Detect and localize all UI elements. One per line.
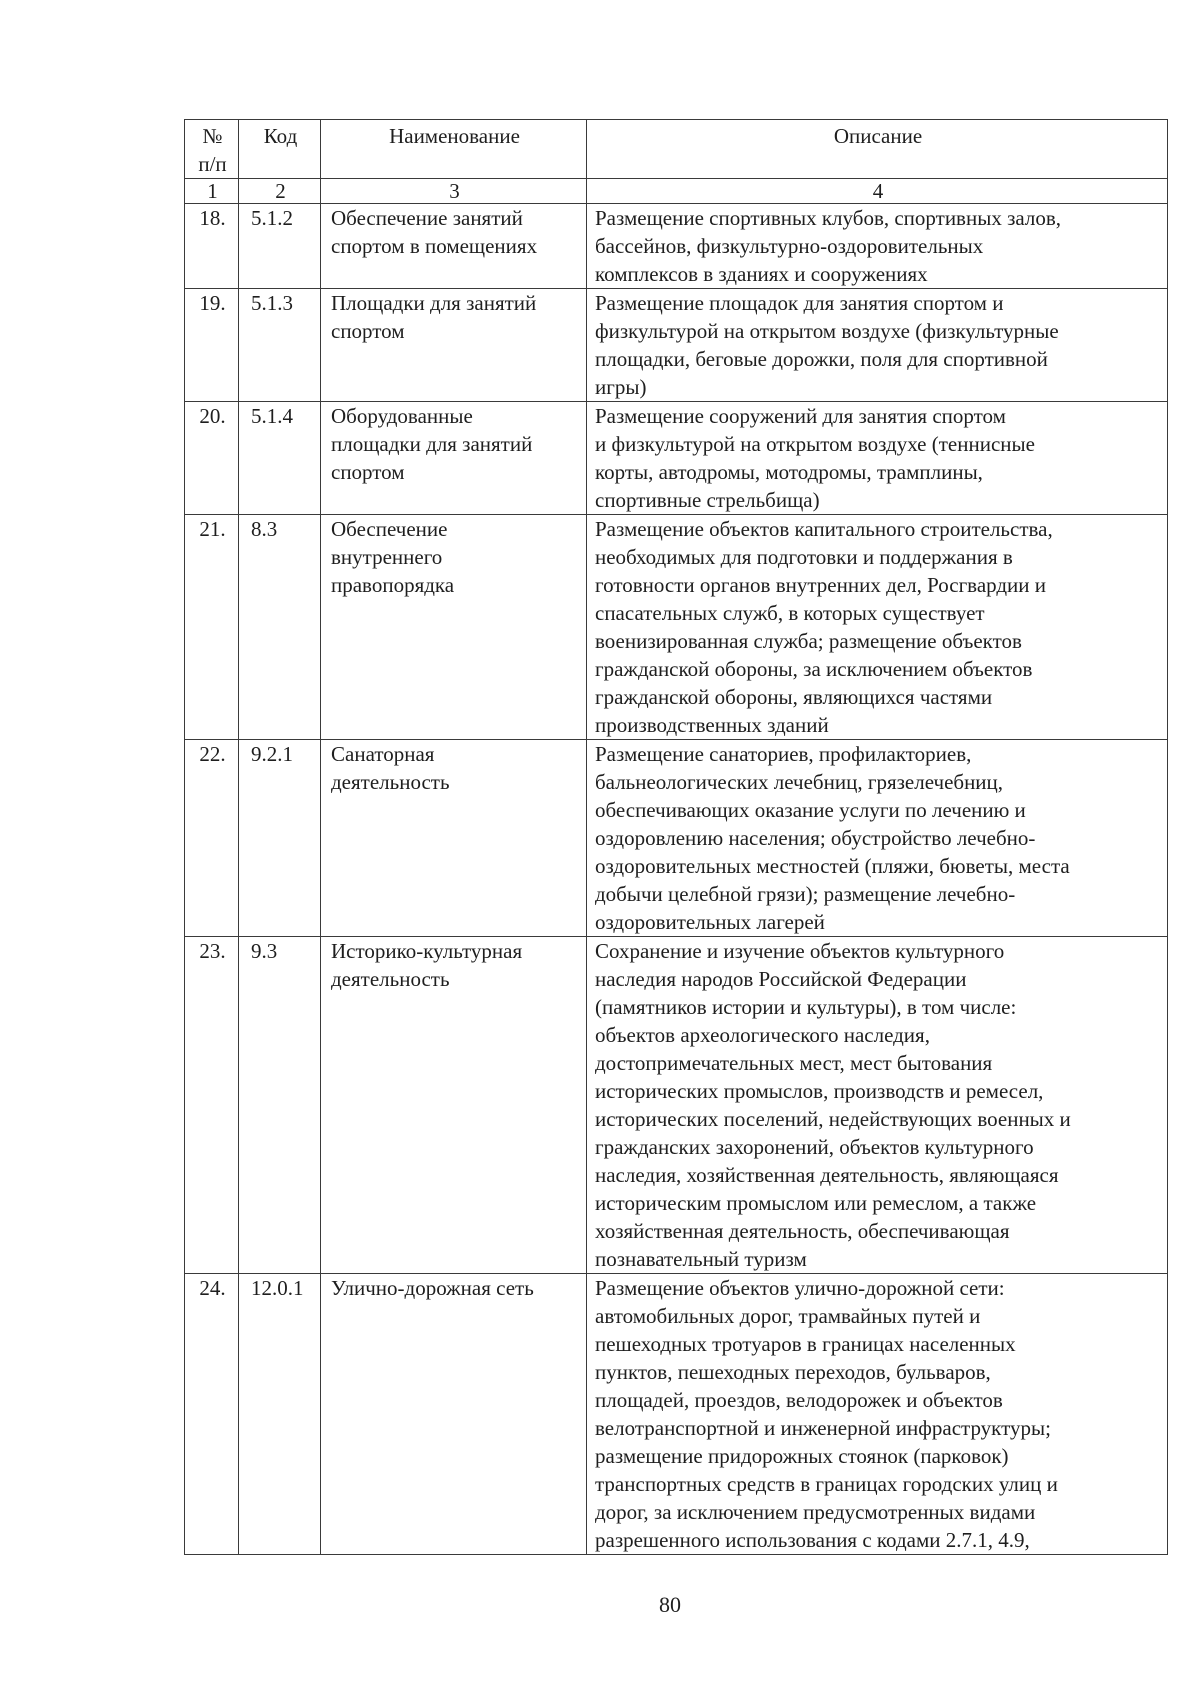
row-description: Размещение объектов капитального строительства, необходимых для подготовки и поддержания в готовности органов внутренних дел, Росгвардии и спасательных служб, в которых существует военизированная служба; размещение объектов гражданской обороны, за исключением объектов гражданской обороны, являющихся частями производственных зданий [587, 515, 1168, 740]
land-use-table [184, 119, 1168, 1555]
row-code: 5.1.2 [239, 204, 321, 289]
row-code: 9.3 [239, 937, 321, 1274]
row-name: Историко-культурная деятельность [321, 937, 587, 1274]
row-description: Размещение площадок для занятия спортом и физкультурой на открытом воздухе (физкультурные площадки, беговые дорожки, поля для спортивной игры) [587, 289, 1168, 402]
row-name: Улично-дорожная сеть [321, 1274, 587, 1555]
row-number: 24. [185, 1274, 239, 1555]
row-description: Размещение объектов улично-дорожной сети: автомобильных дорог, трамвайных путей и пешеходных тротуаров в границах населенных пунктов, пешеходных переходов, бульваров, площадей, проездов, велодорожек и объектов велотранспортной и инженерной инфраструктуры; размещение придорожных стоянок (парковок) транспортных средств в границах городских улиц и дорог, за исключением предусмотренных видами разрешенного использования с кодами 2.7.1, 4.9, [587, 1274, 1168, 1555]
column-number-row [185, 179, 1168, 204]
row-description: Размещение санаториев, профилакториев, бальнеологических лечебниц, грязелечебниц, обеспечивающих оказание услуги по лечению и оздоровлению населения; обустройство лечебно- оздоровительных местностей (пляжи, бюветы, места добычи целебной грязи); размещение лечебно- оздоровительных лагерей [587, 740, 1168, 937]
document-table-container [184, 119, 1167, 1555]
row-name: Обеспечение занятий спортом в помещениях [321, 204, 587, 289]
row-code: 8.3 [239, 515, 321, 740]
header-code: Код [239, 120, 321, 179]
column-number-3: 3 [321, 179, 587, 204]
row-description: Размещение спортивных клубов, спортивных залов, бассейнов, физкультурно-оздоровительных комплексов в зданиях и сооружениях [587, 204, 1168, 289]
table-row [185, 515, 1168, 740]
row-number: 18. [185, 204, 239, 289]
column-number-2: 2 [239, 179, 321, 204]
row-number: 19. [185, 289, 239, 402]
table-row [185, 1274, 1168, 1555]
row-code: 12.0.1 [239, 1274, 321, 1555]
row-name: Оборудованные площадки для занятий спортом [321, 402, 587, 515]
row-code: 9.2.1 [239, 740, 321, 937]
table-row [185, 740, 1168, 937]
header-row [185, 120, 1168, 179]
page-number: 80 [659, 1592, 681, 1617]
table-row [185, 402, 1168, 515]
row-name: Площадки для занятий спортом [321, 289, 587, 402]
table-row [185, 289, 1168, 402]
row-number: 22. [185, 740, 239, 937]
header-name: Наименование [321, 120, 587, 179]
row-number: 23. [185, 937, 239, 1274]
row-description: Размещение сооружений для занятия спортом и физкультурой на открытом воздухе (теннисные корты, автодромы, мотодромы, трамплины, спортивные стрельбища) [587, 402, 1168, 515]
header-number: № п/п [185, 120, 239, 179]
row-number: 20. [185, 402, 239, 515]
row-code: 5.1.4 [239, 402, 321, 515]
row-code: 5.1.3 [239, 289, 321, 402]
column-number-4: 4 [587, 179, 1168, 204]
table-row [185, 204, 1168, 289]
row-description: Сохранение и изучение объектов культурного наследия народов Российской Федерации (памятников истории и культуры), в том числе: объектов археологического наследия, достопримечательных мест, мест бытования исторических промыслов, производств и ремесел, исторических поселений, недействующих военных и гражданских захоронений, объектов культурного наследия, хозяйственная деятельность, являющаяся историческим промыслом или ремеслом, а также хозяйственная деятельность, обеспечивающая познавательный туризм [587, 937, 1168, 1274]
header-description: Описание [587, 120, 1168, 179]
row-name: Обеспечение внутреннего правопорядка [321, 515, 587, 740]
row-number: 21. [185, 515, 239, 740]
table-row [185, 937, 1168, 1274]
row-name: Санаторная деятельность [321, 740, 587, 937]
column-number-1: 1 [185, 179, 239, 204]
